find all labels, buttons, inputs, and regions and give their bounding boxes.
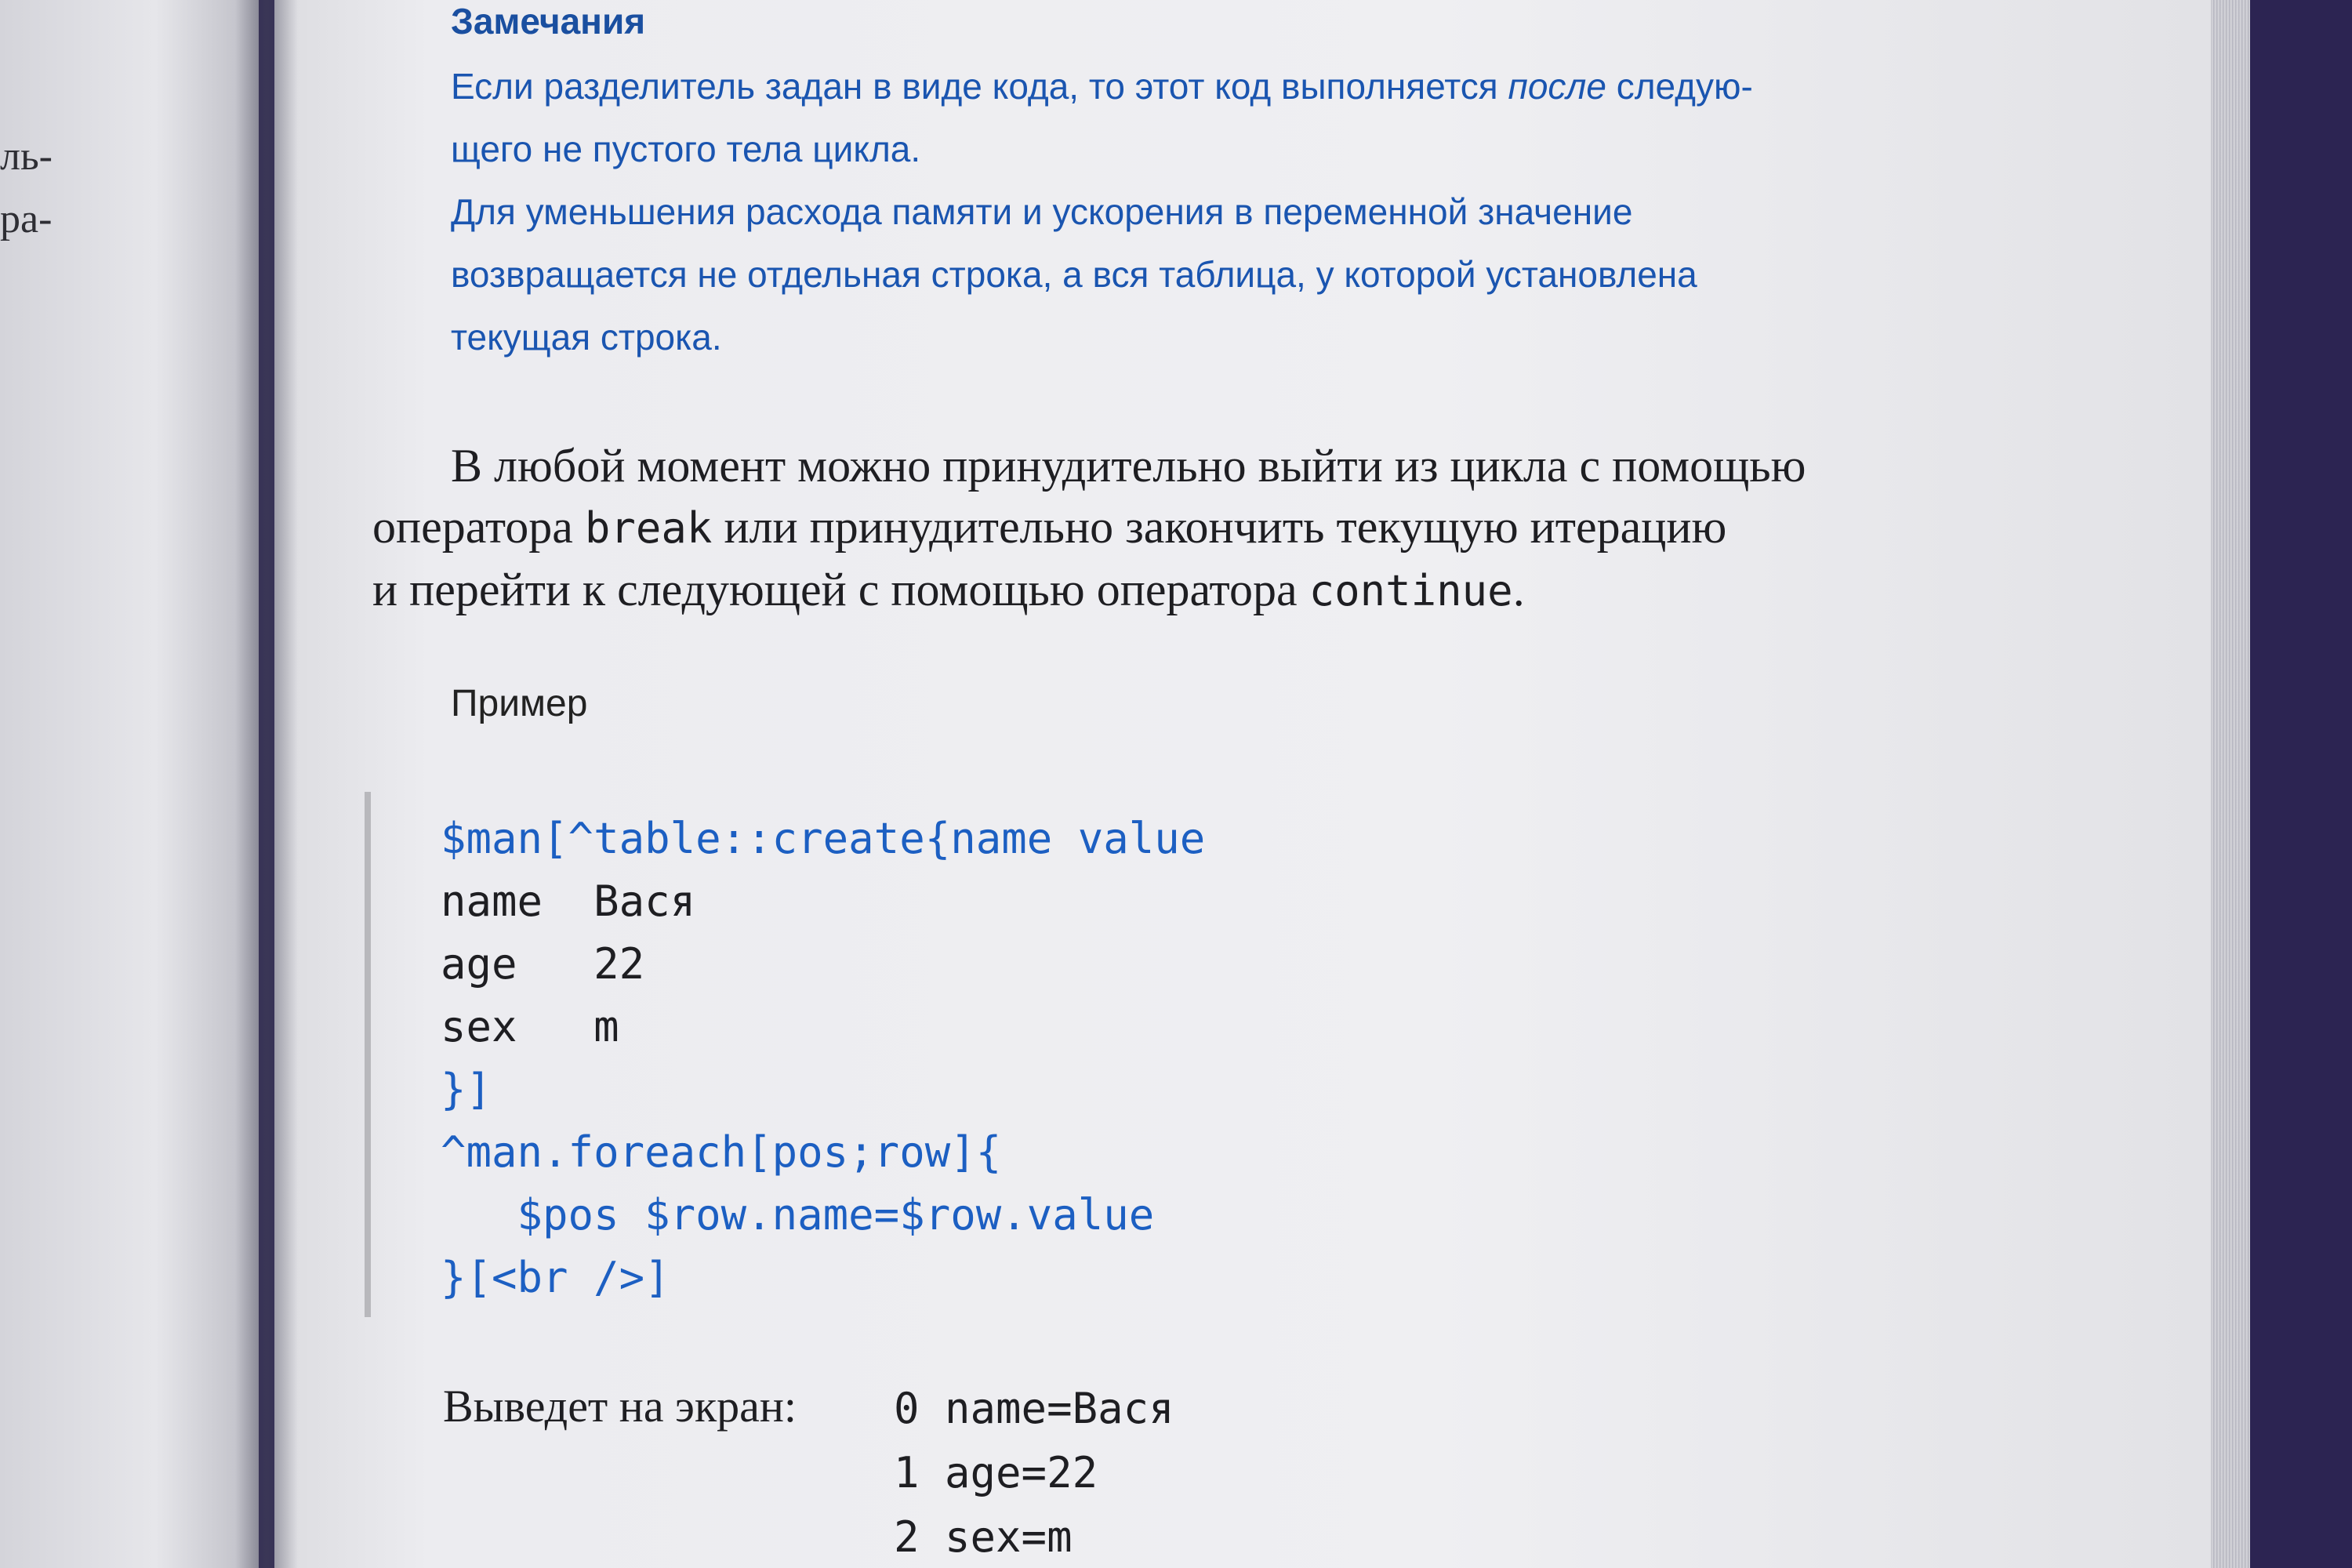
note-2-text: текущая строка. (451, 317, 722, 358)
code-line: name Вася (441, 877, 696, 926)
output-line: 2 sex=m (894, 1512, 1073, 1562)
code-line: }[<br />] (441, 1253, 670, 1302)
book-gutter (235, 0, 298, 1568)
code-line: ^man.foreach[pos;row]{ (441, 1127, 1002, 1177)
code-line: }] (441, 1065, 492, 1114)
note-1-emphasis: после (1508, 66, 1606, 107)
output-label: Выведет на экран: (443, 1381, 797, 1432)
note-1-text: щего не пустого тела цикла. (451, 129, 921, 169)
code-line: $man[^table::create{name value (441, 814, 1206, 863)
paragraph-text: и перейти к следующей с помощью оператора (372, 564, 1309, 615)
output-line: 1 age=22 (894, 1448, 1098, 1497)
left-page-text-fragment: ра- (0, 197, 53, 241)
paragraph-text: оператора (372, 501, 585, 553)
note-2-text: возвращается не отдельная строка, а вся таблица, у которой установлена (451, 254, 1697, 295)
page-edges (2211, 0, 2250, 1568)
note-2-text: Для уменьшения расхода памяти и ускорения в переменной значение (451, 191, 1633, 232)
output-line: 0 name=Вася (894, 1384, 1174, 1433)
inline-code-break: break (584, 503, 713, 553)
body-paragraph (372, 435, 1909, 622)
inline-code-continue: continue (1308, 566, 1513, 615)
code-line: sex m (441, 1002, 619, 1051)
code-line: $pos $row.name=$row.value (441, 1190, 1155, 1240)
note-1 (451, 55, 1917, 180)
code-block-bar (365, 792, 371, 1317)
note-1-text: следую- (1606, 66, 1753, 107)
left-page (0, 0, 259, 1568)
left-page-text-fragment: ль- (0, 134, 53, 179)
code-line: age 22 (441, 939, 645, 989)
note-2 (451, 180, 1917, 368)
paragraph-text: или принудительно закончить текущую итерацию (712, 501, 1727, 553)
notes-heading: Замечания (451, 1, 646, 42)
note-1-text: Если разделитель задан в виде кода, то этот код выполняется (451, 66, 1508, 107)
example-heading: Пример (451, 683, 588, 724)
paragraph-text: В любой момент можно принудительно выйти из цикла с помощью (451, 440, 1806, 492)
paragraph-text: . (1512, 564, 1525, 615)
